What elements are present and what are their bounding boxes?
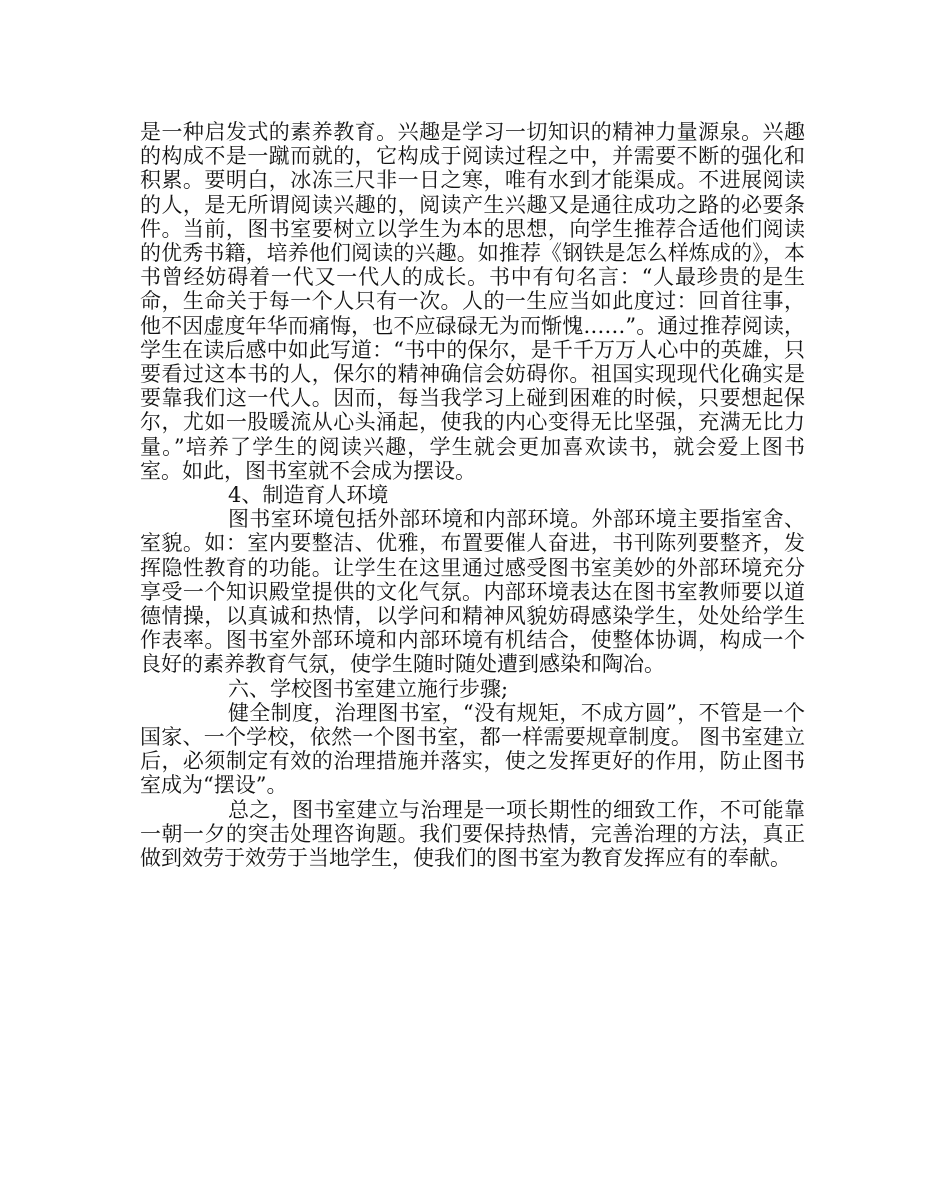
body-paragraph-rules: 健全制度，治理图书室，“没有规矩，不成方圆”，不管是一个国家、一个学校，依然一个图书室，都一样需要规章制度。 图书室建立后，必须制定有效的治理措施并落实，使之发挥更好的作用，防止图书室成为“摆设”。: [140, 700, 805, 798]
section-heading-steps: 六、学校图书室建立施行步骤;: [228, 676, 509, 701]
body-paragraph-interest: 是一种启发式的素养教育。兴趣是学习一切知识的精神力量源泉。兴趣的构成不是一蹴而就的，它构成于阅读过程之中，并需要不断的强化和积累。要明白，冰冻三尺非一日之寒，唯有水到才能渠成。不进展阅读的人，是无所谓阅读兴趣的，阅读产生兴趣又是通往成功之路的必要条件。当前，图书室要树立以学生为本的思想，向学生推荐合适他们阅读的优秀书籍，培养他们阅读的兴趣。如推荐《钢铁是怎么样炼成的》，本书曾经妨碍着一代又一代人的成长。书中有句名言：“人最珍贵的是生命，生命关于每一个人只有一次。人的一生应当如此度过：回首往事，他不因虚度年华而痛悔，也不应碌碌无为而惭愧……”。通过推荐阅读，学生在读后感中如此写道：“书中的保尔，是千千万万人心中的英雄，只要看过这本书的人，保尔的精神确信会妨碍你。祖国实现现代化确实是要靠我们这一代人。因而，每当我学习上碰到困难的时候，只要想起保尔，尤如一股暖流从心头涌起，使我的内心变得无比坚强，充满无比力量。”培养了学生的阅读兴趣，学生就会更加喜欢读书，就会爱上图书室。如此，图书室就不会成为摆设。: [140, 120, 805, 483]
section-heading-environment: 4、制造育人环境: [228, 483, 389, 508]
body-paragraph-conclusion: 总之，图书室建立与治理是一项长期性的细致工作，不可能靠一朝一夕的突击处理咨询题。我们要保持热情，完善治理的方法，真正做到效劳于效劳于当地学生，使我们的图书室为教育发挥应有的奉献。: [140, 797, 805, 871]
body-paragraph-environment: 图书室环境包括外部环境和内部环境。外部环境主要指室舍、室貌。如：室内要整洁、优雅，布置要催人奋进，书刊陈列要整齐，发挥隐性教育的功能。让学生在这里通过感受图书室美妙的外部环境充分享受一个知识殿堂提供的文化气氛。内部环境表达在图书室教师要以道德情操，以真诚和热情，以学问和精神风貌妨碍感染学生，处处给学生作表率。图书室外部环境和内部环境有机结合，使整体协调，构成一个良好的素养教育气氛，使学生随时随处遭到感染和陶冶。: [140, 507, 805, 677]
document-page: [140, 120, 805, 870]
